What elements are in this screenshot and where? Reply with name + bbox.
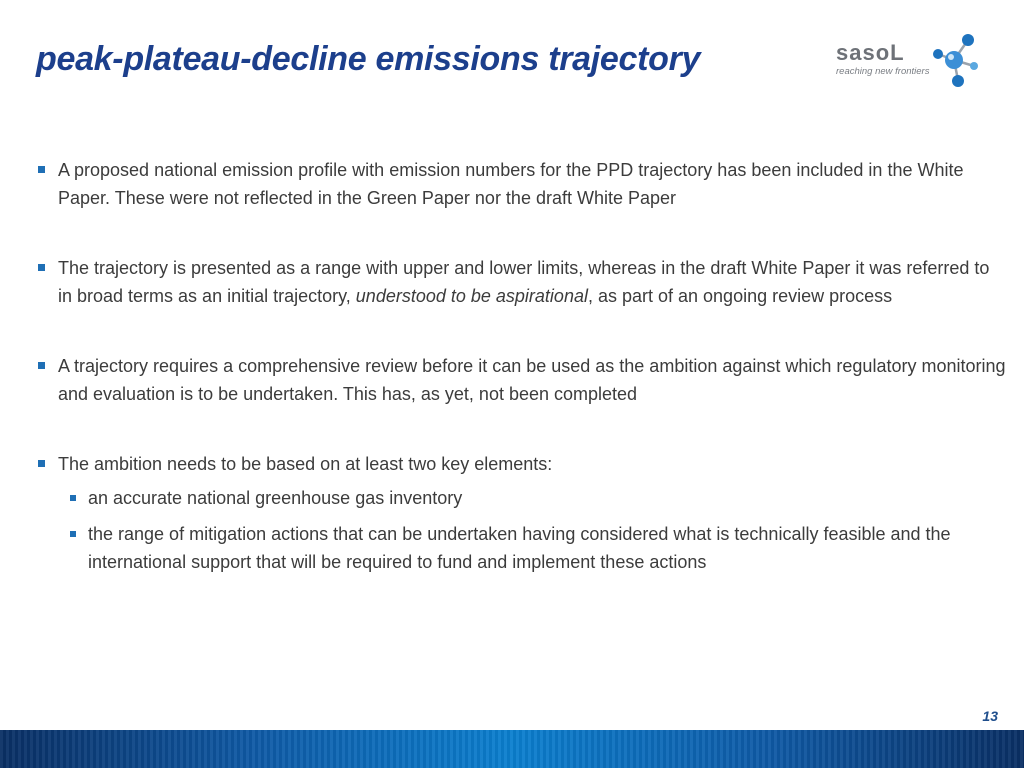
bullet-item xyxy=(36,156,1006,212)
sasol-logo xyxy=(834,30,984,92)
sub-bullet-text: an accurate national greenhouse gas inventory xyxy=(88,488,463,508)
bullet-text: A proposed national emission profile with emission numbers for the PPD trajectory has been included in the White Paper. These were not reflected in the Green Paper nor the draft White Paper xyxy=(58,160,964,208)
bullet-item xyxy=(36,450,1006,478)
bullet-emphasis: understood to be aspirational xyxy=(355,286,588,306)
sub-bullet-item xyxy=(36,484,1006,512)
molecule-icon xyxy=(930,30,982,90)
bullet-text: The trajectory is presented as a range with upper and lower limits, whereas in the draft White Paper it was referred to in broad terms as an initial trajectory, xyxy=(58,258,990,306)
footer-bar xyxy=(0,730,1024,768)
sub-bullet-marker xyxy=(70,495,76,501)
bullet-item xyxy=(36,254,1006,310)
bullet-text: The ambition needs to be based on at least two key elements: xyxy=(58,454,553,474)
bullet-text: , as part of an ongoing review process xyxy=(587,286,893,306)
bullet-marker xyxy=(38,460,45,467)
bullet-item xyxy=(36,352,1006,408)
sub-bullet-item xyxy=(36,520,1006,576)
page-number: 13 xyxy=(982,708,998,724)
logo-tagline: reaching new frontiers xyxy=(836,66,930,77)
bullet-marker xyxy=(38,362,45,369)
sub-bullet-marker xyxy=(70,531,76,537)
bullet-marker xyxy=(38,166,45,173)
sub-bullet-text: the range of mitigation actions that can be undertaken having considered what is technically feasible and the international support that will be required to fund and implement these actions xyxy=(88,524,951,572)
bullet-text: A trajectory requires a comprehensive review before it can be used as the ambition against which regulatory monitoring and evaluation is to be undertaken. This has, as yet, not been completed xyxy=(58,356,1006,404)
slide-title: peak-plateau-decline emissions trajectory xyxy=(36,40,701,78)
slide-body xyxy=(36,156,1006,584)
bullet-marker xyxy=(38,264,45,271)
logo-wordmark: sasoL xyxy=(836,40,905,65)
